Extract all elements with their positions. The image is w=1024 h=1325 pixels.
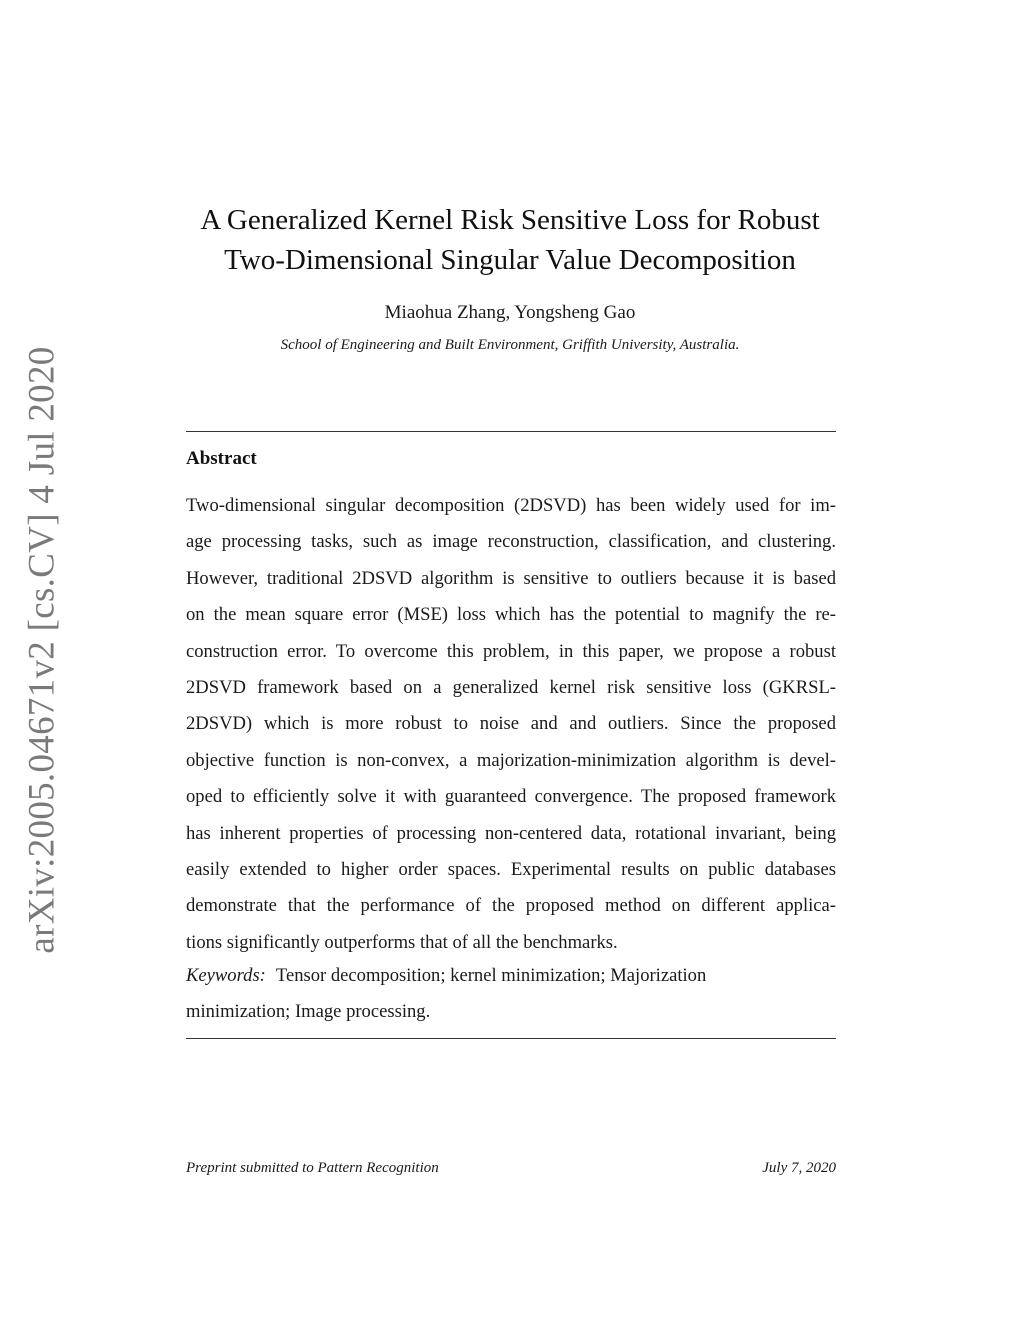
abstract-line: construction error. To overcome this problem, in this paper, we propose a robust [186,640,836,662]
title-line-2: Two-Dimensional Singular Value Decomposition [224,244,796,276]
abstract-line: objective function is non-convex, a majorization-minimization algorithm is devel- [186,749,836,771]
abstract-heading: Abstract [186,448,257,469]
author-affiliation: School of Engineering and Built Environment, Griffith University, Australia. [280,337,740,353]
keywords-text-1: Tensor decomposition; kernel minimization; Majorization [275,965,707,986]
abstract-line: 2DSVD) which is more robust to noise and and outliers. Since the proposed [186,713,836,735]
author-list: Miaohua Zhang, Yongsheng Gao [384,302,636,323]
keywords-block [186,958,836,1031]
abstract-line: easily extended to higher order spaces. Experimental results on public databases [186,858,836,880]
bottom-divider [186,1038,836,1039]
abstract-line: on the mean square error (MSE) loss which has the potential to magnify the re- [186,604,836,626]
abstract-line: oped to efficiently solve it with guaranteed convergence. The proposed framework [186,786,836,808]
top-divider [186,431,836,432]
paper-title [150,200,870,280]
abstract-line: demonstrate that the performance of the proposed method on different applica- [186,895,836,917]
arxiv-identifier: arXiv:2005.04671v2 [cs.CV] 4 Jul 2020 [21,346,63,954]
abstract-line: 2DSVD framework based on a generalized kernel risk sensitive loss (GKRSL- [186,676,836,698]
abstract-line: tions significantly outperforms that of all the benchmarks. [186,931,618,953]
title-line-1: A Generalized Kernel Risk Sensitive Loss for Robust [200,204,820,236]
abstract-line: has inherent properties of processing non-centered data, rotational invariant, being [186,822,836,844]
keywords-label: Keywords: [186,965,266,986]
keywords-line-2: minimization; Image processing. [186,1001,431,1023]
abstract-body [186,488,836,961]
footer-date: July 7, 2020 [762,1160,836,1176]
abstract-line: Two-dimensional singular decomposition (2DSVD) has been widely used for im- [186,495,836,516]
footer-journal-note: Preprint submitted to Pattern Recognition [186,1160,439,1176]
abstract-line: However, traditional 2DSVD algorithm is sensitive to outliers because it is based [186,567,836,589]
keywords-line-1 [186,958,836,994]
abstract-line: age processing tasks, such as image reconstruction, classification, and clustering. [186,531,836,553]
